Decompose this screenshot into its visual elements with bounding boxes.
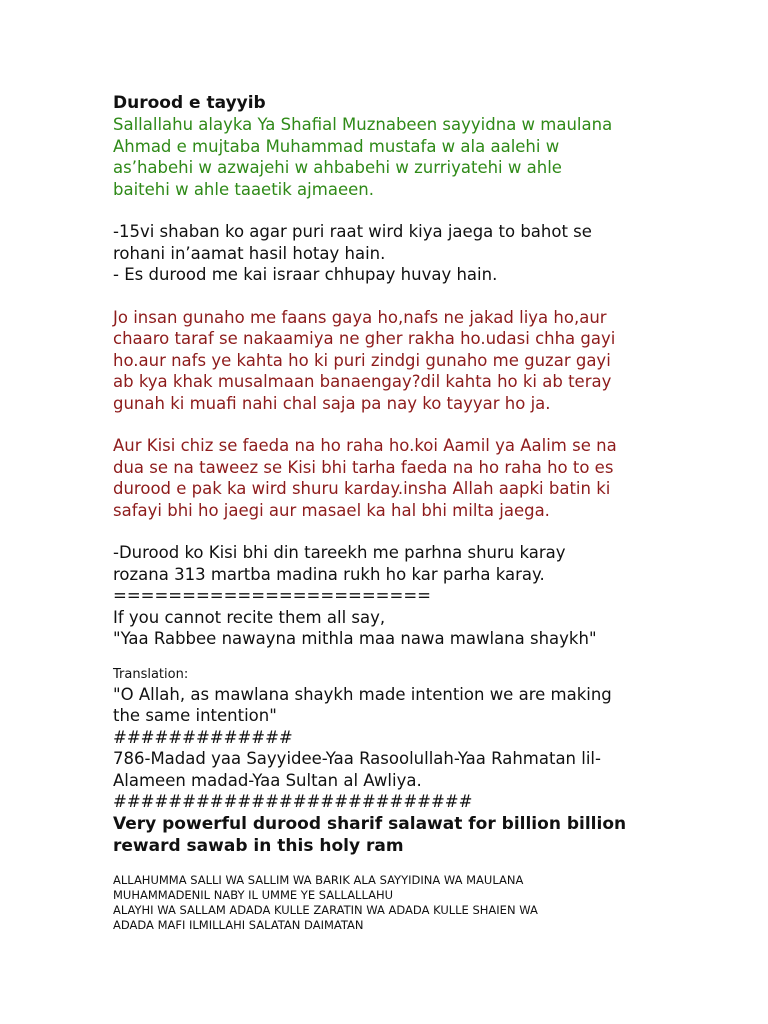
spacer: [113, 286, 753, 307]
translation-paragraph: "O Allah, as mawlana shaykh made intention we are making the same intention" ############# 786-Madad yaa Sayyidee-Yaa Rasoolullah-Yaa Rahmatan lil- Alameen madad-Yaa Sultan al Awliya. ##########################: [113, 684, 612, 811]
recitation-paragraph: -Durood ko Kisi bhi din tareekh me parhna shuru karay rozana 313 martba madina rukh ho kar parha karay. ======================= If you cannot recite them all say, "Yaa Rabbee nawayna mithla maa nawa mawlana shaykh": [113, 543, 597, 648]
powerful-durood-heading: Very powerful durood sharif salawat for billion billion reward sawab in this holy ram: [113, 813, 627, 856]
red-paragraph-1: Jo insan gunaho me faans gaya ho,nafs ne jakad liya ho,aur chaaro taraf se nakaamiya ne gher rakha ho.udasi chha gayi ho.aur nafs ye kahta ho ki puri zindgi gunaho me guzar gayi ab kya khak musalmaan banaengay?dil kahta ho ki ab teray gunah ki muafi nahi chal saja pa nay ko tayyar ho ja.: [113, 307, 616, 413]
spacer: [113, 521, 753, 542]
allahumma-caps-paragraph: ALLAHUMMA SALLI WA SALLIM WA BARIK ALA SAYYIDINA WA MAULANA MUHAMMADENIL NABY IL UMME YE SALLALLAHU ALAYHI WA SALLAM ADADA KULLE ZARATIN WA ADADA KULLE SHAIEN WA ADADA MAFI ILMILLAHI SALATAN DAIMATAN: [113, 872, 538, 932]
translation-label: Translation:: [113, 666, 189, 682]
document-title: Durood e tayyib: [113, 93, 266, 113]
salawat-green-text: Sallallahu alayka Ya Shafial Muznabeen sayyidna w maulana Ahmad e mujtaba Muhammad mustafa w ala aalehi w as’habehi w azwajehi w ahbabehi w zurriyatehi w ahle baitehi w ahle taaetik ajmaeen.: [113, 115, 613, 199]
spacer: [113, 200, 753, 221]
red-paragraph-2: Aur Kisi chiz se faeda na ho raha ho.koi Aamil ya Aalim se na dua se na taweez se Kisi bhi tarha faeda na ho raha ho to es durood e pak ka wird shuru karday.insha Allah aapki batin ki safayi bhi ho jaegi aur masael ka hal bhi milta jaega.: [113, 436, 617, 520]
spacer: [113, 414, 753, 435]
shaban-paragraph: -15vi shaban ko agar puri raat wird kiya jaega to bahot se rohani in’aamat hasil hotay hain. - Es durood me kai israar chhupay huvay hain.: [113, 222, 592, 284]
document-page: [113, 92, 753, 933]
